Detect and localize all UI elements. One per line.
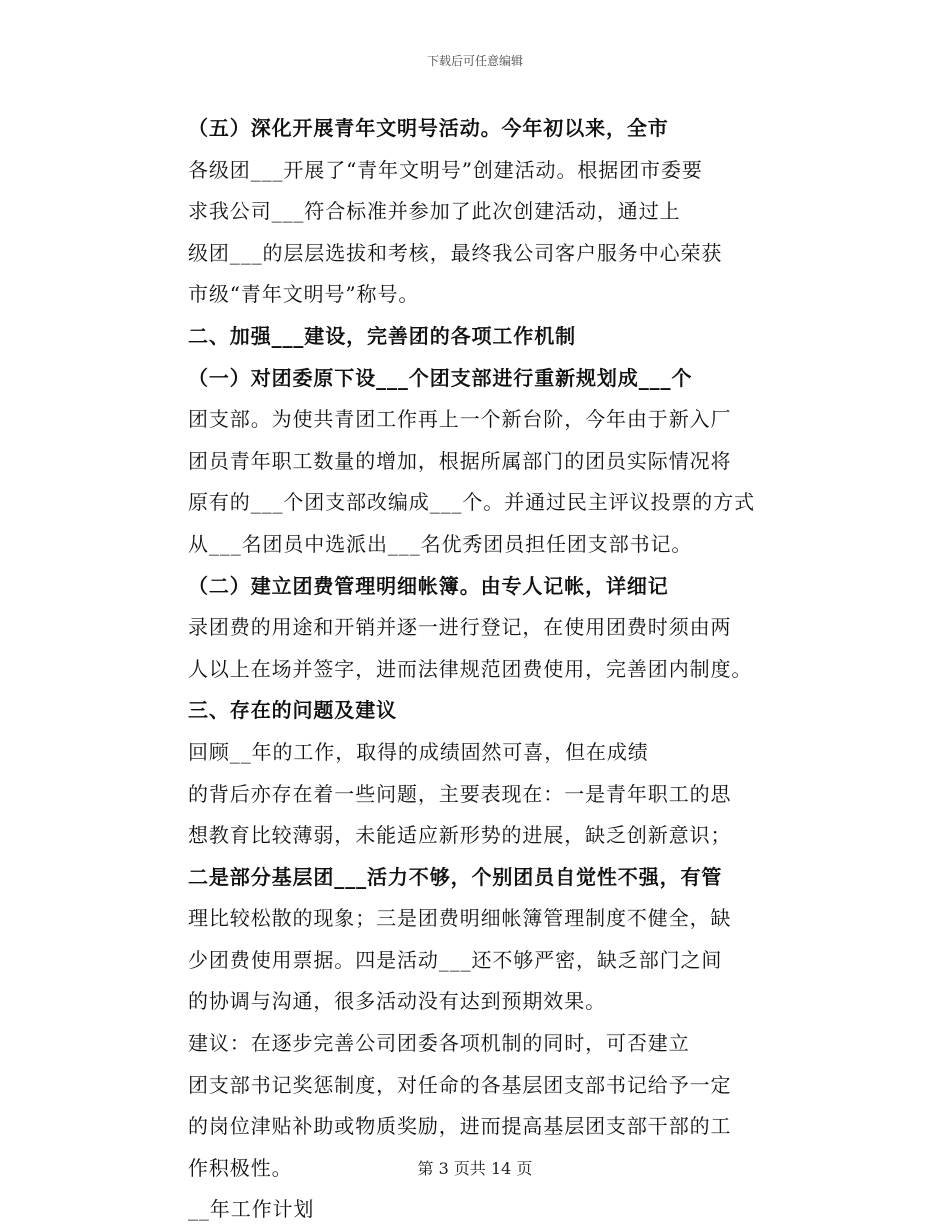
text-line: 求我公司___符合标准并参加了此次创建活动，通过上: [188, 199, 681, 224]
text-line: （一）对团委原下设___个团支部进行重新规划成___个: [188, 365, 693, 390]
text-line: 建议：在逐步完善公司团委各项机制的同时，可否建立: [188, 1031, 690, 1056]
text-line: 少团费使用票据。四是活动___还不够严密，缺乏部门之间: [188, 947, 723, 972]
text-line: 作积极性。: [188, 1155, 293, 1180]
text-line: 想教育比较薄弱，未能适应新形势的进展，缺乏创新意识；: [188, 823, 732, 848]
text-line: 的岗位津贴补助或物质奖励，进而提高基层团支部干部的工: [188, 1114, 732, 1139]
text-line: 原有的___个团支部改编成___个。并通过民主评议投票的方式: [188, 490, 755, 515]
text-line: （五）深化开展青年文明号活动。今年初以来，全市: [188, 116, 669, 140]
text-line: 团员青年职工数量的增加，根据所属部门的团员实际情况将: [188, 448, 732, 473]
page-header: 下载后可任意编辑: [426, 54, 523, 68]
text-line: 的协调与沟通，很多活动没有达到预期效果。: [188, 989, 606, 1014]
text-line: 回顾__年的工作，取得的成绩固然可喜，但在成绩: [188, 739, 649, 764]
text-line: 录团费的用途和开销并逐一进行登记，在使用团费时须由两: [188, 615, 732, 640]
text-line: 团支部。为使共青团工作再上一个新台阶，今年由于新入厂: [188, 407, 732, 432]
text-line: 理比较松散的现象；三是团费明细帐簿管理制度不健全，缺: [188, 906, 732, 931]
page-footer: 第 3 页共 14 页: [417, 1159, 533, 1178]
text-line: 二、加强___建设，完善团的各项工作机制: [188, 323, 576, 348]
text-line: __年工作计划: [188, 1197, 315, 1222]
text-line: 团支部书记奖惩制度，对任命的各基层团支部书记给予一定: [188, 1072, 732, 1097]
text-line: 从___名团员中选派出___名优秀团员担任团支部书记。: [188, 531, 693, 556]
text-line: 市级“青年文明号”称号。: [188, 282, 420, 307]
text-line: 二是部分基层团___活力不够，个别团员自觉性不强，有管: [188, 864, 723, 889]
text-line: 级团___的层层选拔和考核，最终我公司客户服务中心荣获: [188, 240, 723, 265]
text-line: 各级团___开展了“青年文明号”创建活动。根据团市委要: [188, 157, 703, 182]
text-line: 人以上在场并签字，进而法律规范团费使用，完善团内制度。: [188, 656, 753, 681]
document-body: [188, 108, 788, 1231]
text-line: （二）建立团费管理明细帐簿。由专人记帐，详细记: [188, 573, 669, 598]
text-line: 的背后亦存在着一些问题，主要表现在：一是青年职工的思: [188, 781, 732, 806]
text-line: 三、存在的问题及建议: [188, 698, 397, 723]
